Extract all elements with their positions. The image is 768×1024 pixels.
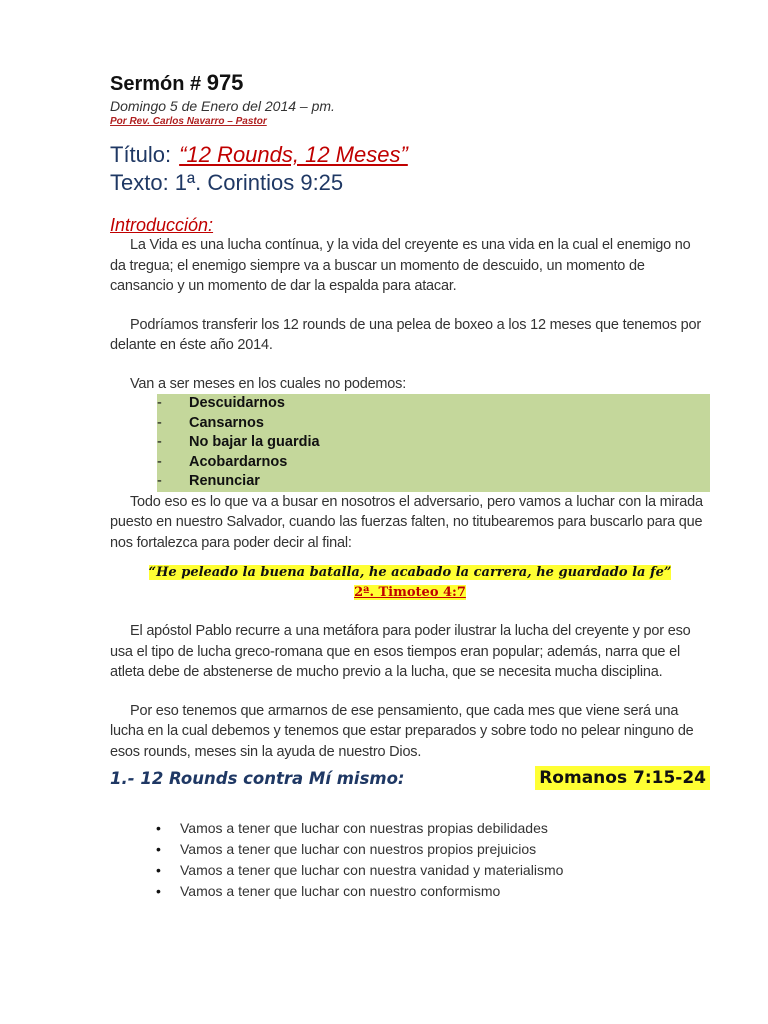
sermon-number-line bbox=[110, 70, 710, 97]
intro-paragraph-3: Van a ser meses en los cuales no podemos: bbox=[130, 375, 407, 392]
intro-paragraph-2: Podríamos transferir los 12 rounds de una pelea de boxeo a los 12 meses que tenemos por delante en éste año 2014. bbox=[110, 316, 702, 353]
title-line bbox=[110, 141, 710, 169]
section-heading bbox=[110, 766, 710, 790]
bullet-item: • Vamos a tener que luchar con nuestros propios prejuicios bbox=[180, 839, 710, 860]
intro-paragraph-5: El apóstol Pablo recurre a una metáfora para poder ilustrar la lucha del creyente y por eso usa el tipo de lucha greco-romana que en esos tiempos eran popular; además, narra que el atleta debe de abstenerse de mucho previo a la lucha, que se necesita mucha disciplina. bbox=[110, 623, 691, 680]
title-value: “12 Rounds, 12 Meses” bbox=[179, 142, 408, 167]
section-reference: Romanos 7:15-24 bbox=[535, 766, 710, 790]
scripture-text-line: Texto: 1ª. Corintios 9:25 bbox=[110, 170, 344, 195]
intro-paragraph-4: Todo eso es lo que va a busar en nosotros el adversario, pero vamos a luchar con la mirada puesto en nuestro Salvador, cuando las fuerzas falten, no titubearemos para buscarlo para que nos fortalezca para poder decir al final: bbox=[110, 493, 703, 551]
highlighted-list bbox=[157, 394, 710, 492]
sermon-author: Por Rev. Carlos Navarro – Pastor bbox=[110, 116, 267, 127]
bullet-item: • Vamos a tener que luchar con nuestra vanidad y materialismo bbox=[180, 860, 710, 881]
list-item: - Descuidarnos bbox=[157, 395, 285, 411]
sermon-page bbox=[110, 70, 710, 902]
bullet-item: • Vamos a tener que luchar con nuestro conformismo bbox=[180, 881, 710, 902]
quote-text: “He peleado la buena batalla, he acabado la carrera, he guardado la fe” bbox=[148, 565, 672, 580]
sermon-label: Sermón # bbox=[110, 73, 207, 95]
introduction-heading: Introducción: bbox=[110, 215, 214, 235]
title-label: Título: bbox=[110, 142, 172, 167]
sermon-number: 975 bbox=[206, 70, 244, 95]
list-item: - No bajar la guardia bbox=[157, 434, 320, 450]
intro-paragraph-6: Por eso tenemos que armarnos de ese pensamiento, que cada mes que viene será una lucha en la cual debemos y tenemos que estar preparados y sobre todo no pelear ninguno de esos rounds, meses sin la ayuda de nuestro Dios. bbox=[110, 702, 694, 760]
list-item: - Cansarnos bbox=[157, 414, 264, 431]
section-bullet-list bbox=[110, 818, 710, 902]
quote-reference: 2ª. Timoteo 4:7 bbox=[354, 585, 466, 600]
list-item: - Renunciar bbox=[157, 473, 260, 489]
intro-paragraph-1: La Vida es una lucha contínua, y la vida del creyente es una vida en la cual el enemigo no da tregua; el enemigo siempre va a buscar un momento de descuido, un momento de cansancio y un momento de dar la espalda para atacar. bbox=[110, 237, 691, 294]
sermon-date: Domingo 5 de Enero del 2014 – pm. bbox=[110, 98, 335, 114]
list-item: - Acobardarnos bbox=[157, 453, 288, 470]
bullet-item: • Vamos a tener que luchar con nuestras propias debilidades bbox=[180, 818, 710, 839]
scripture-quote bbox=[110, 563, 710, 603]
section-title: 1.- 12 Rounds contra Mí mismo: bbox=[110, 768, 405, 788]
